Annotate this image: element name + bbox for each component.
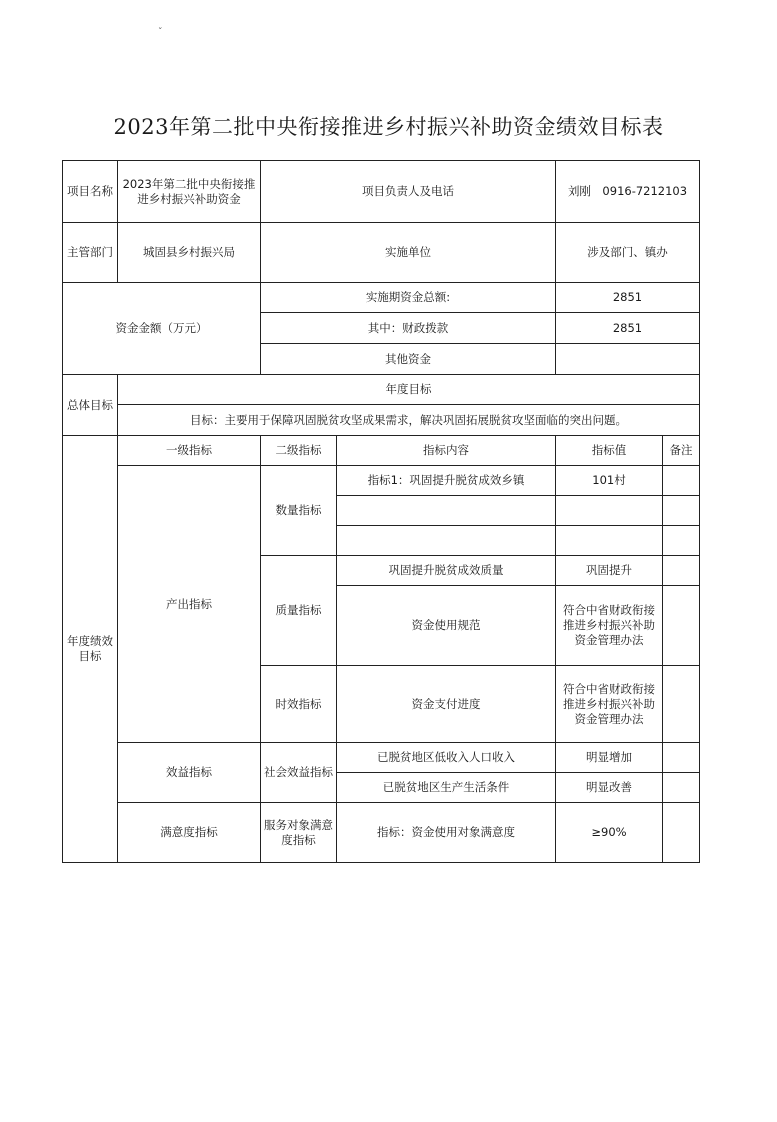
indicator-value: 101村 xyxy=(556,466,663,496)
indicator-remark xyxy=(663,666,700,743)
timeliness-indicator-label: 时效指标 xyxy=(261,666,337,743)
project-name-value: 2023年第二批中央衔接推进乡村振兴补助资金 xyxy=(118,161,261,223)
header-level2: 二级指标 xyxy=(261,436,337,466)
impl-value: 涉及部门、镇办 xyxy=(556,223,700,283)
table-row xyxy=(63,803,700,863)
dept-label: 主管部门 xyxy=(63,223,118,283)
overall-goal-label: 总体目标 xyxy=(63,375,118,436)
indicator-value: 明显改善 xyxy=(556,773,663,803)
header-value: 指标值 xyxy=(556,436,663,466)
indicator-value: 巩固提升 xyxy=(556,556,663,586)
annual-goal-label: 年度目标 xyxy=(118,375,700,405)
indicator-remark xyxy=(663,526,700,556)
social-benefit-indicator-label: 社会效益指标 xyxy=(261,743,337,803)
header-content: 指标内容 xyxy=(337,436,556,466)
indicator-remark xyxy=(663,496,700,526)
annual-goal-header-row xyxy=(63,375,700,405)
annual-goal-text-row xyxy=(63,405,700,436)
indicator-remark xyxy=(663,743,700,773)
indicator-content: 资金使用规范 xyxy=(337,586,556,666)
indicator-value: 符合中省财政衔接推进乡村振兴补助资金管理办法 xyxy=(556,586,663,666)
project-name-label: 项目名称 xyxy=(63,161,118,223)
dept-value: 城固县乡村振兴局 xyxy=(118,223,261,283)
performance-table xyxy=(62,160,700,863)
contact-label: 项目负责人及电话 xyxy=(261,161,556,223)
indicator-value xyxy=(556,526,663,556)
contact-value: 刘刚 0916-7212103 xyxy=(556,161,700,223)
indicator-header-row xyxy=(63,436,700,466)
indicator-remark xyxy=(663,586,700,666)
service-satisfaction-indicator-label: 服务对象满意度指标 xyxy=(261,803,337,863)
dept-row xyxy=(63,223,700,283)
annual-goal-text: 目标：主要用于保障巩固脱贫攻坚成果需求，解决巩固拓展脱贫攻坚面临的突出问题。 xyxy=(118,405,700,436)
quantity-indicator-label: 数量指标 xyxy=(261,466,337,556)
funds-total-label: 实施期资金总额: xyxy=(261,283,556,313)
satisfaction-indicator-label: 满意度指标 xyxy=(118,803,261,863)
indicator-remark xyxy=(663,556,700,586)
indicator-remark xyxy=(663,466,700,496)
quality-indicator-label: 质量指标 xyxy=(261,556,337,666)
indicator-content: 已脱贫地区低收入人口收入 xyxy=(337,743,556,773)
funds-total-row xyxy=(63,283,700,313)
indicator-content: 资金支付进度 xyxy=(337,666,556,743)
indicator-value: 明显增加 xyxy=(556,743,663,773)
indicator-value: 符合中省财政衔接推进乡村振兴补助资金管理办法 xyxy=(556,666,663,743)
indicator-content xyxy=(337,526,556,556)
indicator-content: 巩固提升脱贫成效质量 xyxy=(337,556,556,586)
indicator-content: 指标1：巩固提升脱贫成效乡镇 xyxy=(337,466,556,496)
funds-fiscal-label: 其中：财政拨款 xyxy=(261,313,556,344)
indicator-remark xyxy=(663,773,700,803)
indicator-content xyxy=(337,496,556,526)
indicator-value xyxy=(556,496,663,526)
scan-mark: ˇ xyxy=(158,28,163,38)
funds-other-value xyxy=(556,344,700,375)
impl-label: 实施单位 xyxy=(261,223,556,283)
funds-total-value: 2851 xyxy=(556,283,700,313)
header-remark: 备注 xyxy=(663,436,700,466)
page-title: 2023年第二批中央衔接推进乡村振兴补助资金绩效目标表 xyxy=(113,115,664,139)
funds-fiscal-value: 2851 xyxy=(556,313,700,344)
table-row xyxy=(63,466,700,496)
project-name-row xyxy=(63,161,700,223)
indicator-content: 指标：资金使用对象满意度 xyxy=(337,803,556,863)
output-indicator-label: 产出指标 xyxy=(118,466,261,743)
indicator-value: ≥90% xyxy=(556,803,663,863)
indicator-content: 已脱贫地区生产生活条件 xyxy=(337,773,556,803)
funds-label: 资金金额（万元） xyxy=(63,283,261,375)
indicator-remark xyxy=(663,803,700,863)
funds-other-label: 其他资金 xyxy=(261,344,556,375)
header-level1: 一级指标 xyxy=(118,436,261,466)
annual-performance-label: 年度绩效目标 xyxy=(63,436,118,863)
benefit-indicator-label: 效益指标 xyxy=(118,743,261,803)
table-row xyxy=(63,743,700,773)
